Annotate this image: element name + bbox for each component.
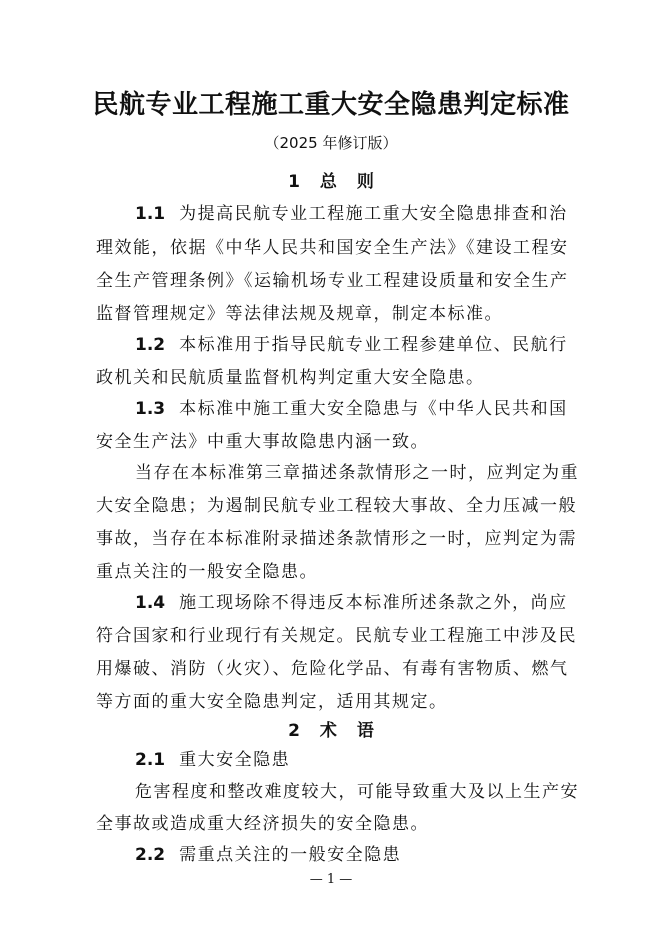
clause-1-3-para-line-4: 重点关注的一般安全隐患。 [96,562,318,582]
clause-2-2-heading [135,840,596,865]
clause-number: 2.1 [135,750,166,770]
clause-number: 1.4 [135,593,166,613]
clause-1-3-line-1 [135,394,596,419]
clause-text: 施工现场除不得违反本标准所述条款之外，尚应 [179,593,568,613]
clause-1-1-line-3: 全生产管理条例》《运输机场专业工程建设质量和安全生产 [96,271,569,291]
clause-text: 本标准用于指导民航专业工程参建单位、民航行 [179,335,568,355]
clause-text: 本标准中施工重大安全隐患与《中华人民共和国 [179,399,568,419]
clause-text: 为提高民航专业工程施工重大安全隐患排查和治 [179,204,568,224]
clause-number: 1.3 [135,399,166,419]
clause-1-3-para-line-2: 大安全隐患；为遏制民航专业工程较大事故、全力压减一般 [96,496,577,516]
clause-2-1-heading [135,745,596,770]
chapter-2-heading: 2 术 语 [288,721,374,741]
clause-1-4-line-3: 用爆破、消防（火灾）、危险化学品、有毒有害物质、燃气 [96,659,569,679]
clause-1-1-line-4: 监督管理规定》等法律法规及规章，制定本标准。 [96,304,503,324]
page-number: — 1 — [309,872,353,887]
chapter-1-heading: 1 总 则 [288,172,374,192]
clause-2-1-line-2: 全事故或造成重大经济损失的安全隐患。 [96,814,429,834]
clause-1-3-para-line-3: 事故，当存在本标准附录描述条款情形之一时，应判定为需 [96,529,577,549]
clause-1-4-line-4: 等方面的重大安全隐患判定，适用其规定。 [96,692,448,712]
clause-2-1-line-1: 危害程度和整改难度较大，可能导致重大及以上生产安 [135,782,579,802]
clause-number: 1.2 [135,335,166,355]
clause-1-3-line-2: 安全生产法》中重大事故隐患内涵一致。 [96,432,429,452]
clause-1-4-line-2: 符合国家和行业现行有关规定。民航专业工程施工中涉及民 [96,626,577,646]
clause-1-1-line-2: 理效能，依据《中华人民共和国安全生产法》《建设工程安 [96,238,569,258]
clause-1-4-line-1 [135,588,596,613]
clause-number: 1.1 [135,204,166,224]
term-name: 需重点关注的一般安全隐患 [179,845,402,865]
document-title: 民航专业工程施工重大安全隐患判定标准 [92,90,570,120]
term-name: 重大安全隐患 [179,750,291,770]
clause-number: 2.2 [135,845,166,865]
clause-1-2-line-2: 政机关和民航质量监督机构判定重大安全隐患。 [96,368,485,388]
clause-1-3-para-line-1: 当存在本标准第三章描述条款情形之一时，应判定为重 [135,463,579,483]
clause-1-1-line-1 [135,199,596,224]
clause-1-2-line-1 [135,330,596,355]
document-subtitle: （2025 年修订版） [264,134,398,152]
